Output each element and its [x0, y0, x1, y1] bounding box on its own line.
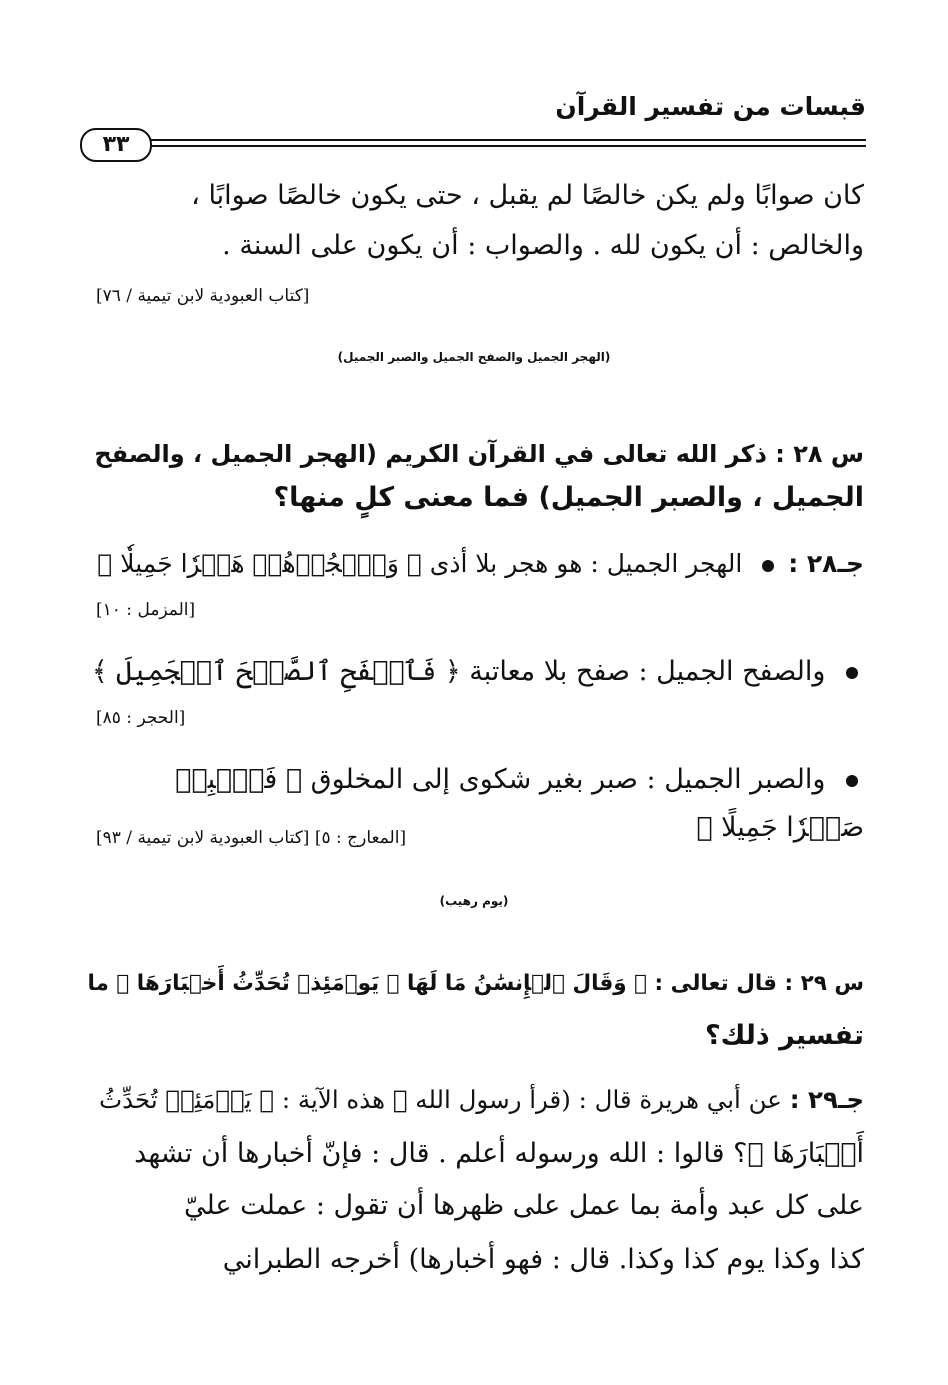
intro-reference: [كتاب العبودية لابن تيمية / ٧٦] [96, 286, 310, 306]
answer-28-item-2 [92, 652, 864, 692]
header-rule-inner [148, 145, 866, 147]
answer-28-item-3-line-2 [696, 808, 864, 848]
question-28-text-1: ذكر الله تعالى في القرآن الكريم (الهجر الجميل ، والصفح [94, 440, 767, 468]
intro-line-2: والخالص : أن يكون لله . والصواب : أن يكون على السنة . [222, 230, 864, 261]
answer-29-line-3: على كل عبد وأمة بما عمل على ظهرها أن تقول : عملت عليّ [183, 1190, 864, 1221]
question-29-line-2: تفسير ذلك؟ [704, 1020, 864, 1051]
question-28-label: س ٢٨ : [775, 440, 864, 468]
header-rule [148, 139, 866, 141]
answer-28-item-3 [175, 760, 864, 800]
answer-28-item-2-ref: [الحجر : ٨٥] [96, 708, 186, 728]
answer-28-item-1-text: الهجر الجميل : هو هجر بلا أذى [429, 549, 743, 578]
answer-29-line-2: أَخۡبَارَهَا ﴾؟ قالوا : الله ورسوله أعلم . قال : فإنّ أخبارها أن تشهد [134, 1138, 864, 1169]
question-29-line-1 [88, 964, 864, 1004]
bullet-icon [846, 667, 858, 679]
question-28-line-1 [94, 434, 864, 474]
answer-29-line-4: كذا وكذا يوم كذا وكذا. قال : فهو أخبارها) أخرجه الطبراني [222, 1244, 864, 1275]
answer-29-line-1 [99, 1080, 864, 1120]
answer-28-item-3-text: والصبر الجميل : صبر بغير شكوى إلى المخلوق [310, 764, 826, 795]
answer-28-item-1-ref: [المزمل : ١٠] [96, 600, 196, 620]
bullet-icon [846, 775, 858, 787]
answer-29-text-1: عن أبي هريرة قال : (قرأ رسول الله ﷺ هذه الآية : ﴿ يَوۡمَئِذٖ تُحَدِّثُ [99, 1085, 782, 1114]
question-29-label: س ٢٩ : [784, 971, 864, 996]
answer-28-item-2-text: والصفح الجميل : صفح بلا معاتبة [469, 656, 826, 687]
intro-line-1: كان صوابًا ولم يكن خالصًا لم يقبل ، حتى يكون خالصًا صوابًا ، [191, 180, 864, 211]
section-heading-1: (الهجر الجميل والصفح الجميل والصبر الجميل) [337, 350, 611, 364]
question-28-line-2: الجميل ، والصبر الجميل) فما معنى كلٍ منها؟ [273, 482, 864, 513]
answer-28-item-3-ref: [المعارج : ٥] [كتاب العبودية لابن تيمية / ٩٣] [96, 828, 407, 848]
page-number: ٣٣ [80, 128, 152, 162]
running-title: قبسات من تفسير القرآن [555, 92, 866, 121]
section-heading-2: (يوم رهيب) [439, 894, 509, 908]
question-29-text-1: قال تعالى : ﴿ وَقَالَ ٱلۡإِنسَٰنُ مَا لَهَا ۞ يَوۡمَئِذٖ تُحَدِّثُ أَخۡبَارَهَا ﴾ ما [87, 971, 777, 996]
answer-28-item-1-verse: ﴿ وَٱهۡجُرۡهُمۡ هَجۡرٗا جَمِيلٗا ﴾ [97, 549, 422, 578]
answer-28-item-3-verse-start: ﴿ فَٱصۡبِرۡ [175, 764, 303, 795]
answer-28-label: جـ٢٨ : [788, 549, 864, 578]
answer-28-item-3-verse-end: صَبۡرٗا جَمِيلًا ﴾ [696, 812, 864, 843]
answer-28-item-2-verse: ﴿ فَٱصۡفَحِ ٱلصَّفۡحَ ٱلۡجَمِيلَ ﴾ [91, 656, 461, 687]
bullet-icon [762, 560, 774, 572]
answer-28-item-1 [97, 544, 864, 584]
answer-29-label: جـ٢٩ : [789, 1085, 864, 1114]
